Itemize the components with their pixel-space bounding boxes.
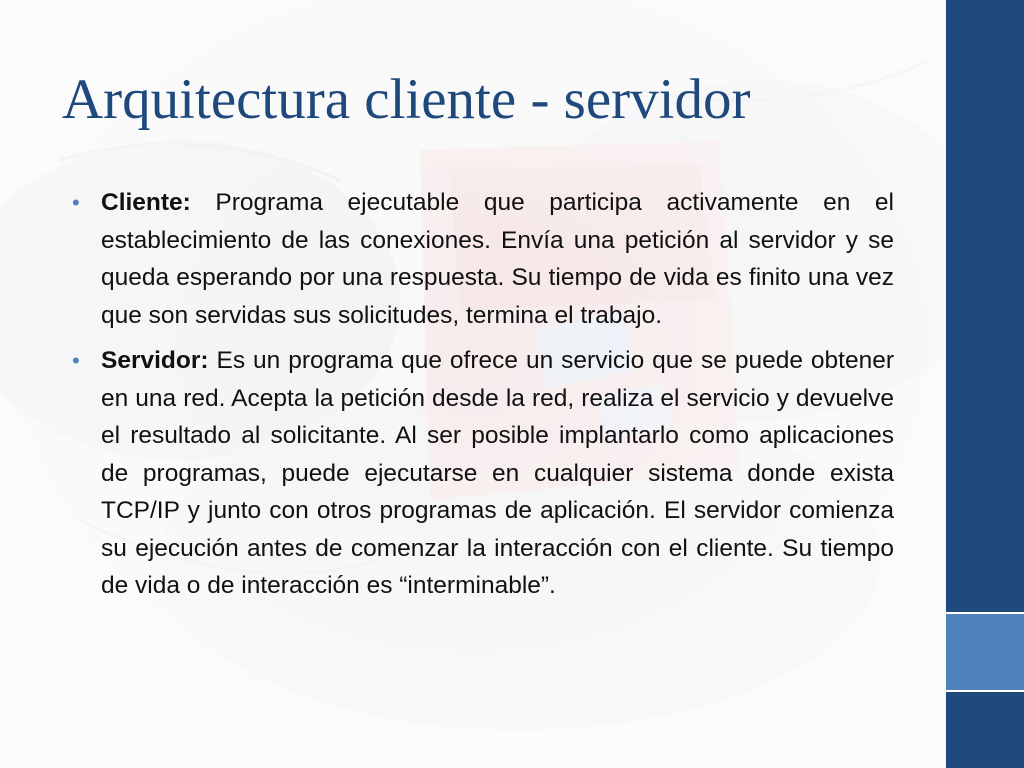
bullet-item-servidor bbox=[72, 342, 894, 605]
term-servidor: Servidor: bbox=[101, 347, 209, 374]
bullet-icon: • bbox=[72, 190, 80, 215]
bullet-icon: • bbox=[72, 348, 80, 373]
bullet-item-cliente bbox=[72, 184, 894, 334]
term-cliente: Cliente: bbox=[101, 189, 191, 216]
side-bar-accent bbox=[946, 614, 1024, 690]
definition-servidor: Es un programa que ofrece un servicio que se puede obtener en una red. Acepta la petición desde la red, realiza el servicio y devuelve el resultado al solicitante. Al ser posible implantarlo como aplicaciones de programas, puede ejecutarse en cualquier sistema donde exista TCP/IP y junto con otros programas de aplicación. El servidor comienza su ejecución antes de comenzar la interacción con el cliente. Su tiempo de vida o de interacción es “interminable”. bbox=[101, 347, 894, 599]
bullet-list bbox=[72, 184, 894, 613]
definition-cliente: Programa ejecutable que participa activamente en el establecimiento de las conexiones. Envía una petición al servidor y se queda esperando por una respuesta. Su tiempo de vida es finito una vez que son servidas sus solicitudes, termina el trabajo. bbox=[101, 189, 894, 329]
slide-title: Arquitectura cliente - servidor bbox=[62, 68, 751, 131]
side-bar-divider-bottom bbox=[946, 690, 1024, 692]
